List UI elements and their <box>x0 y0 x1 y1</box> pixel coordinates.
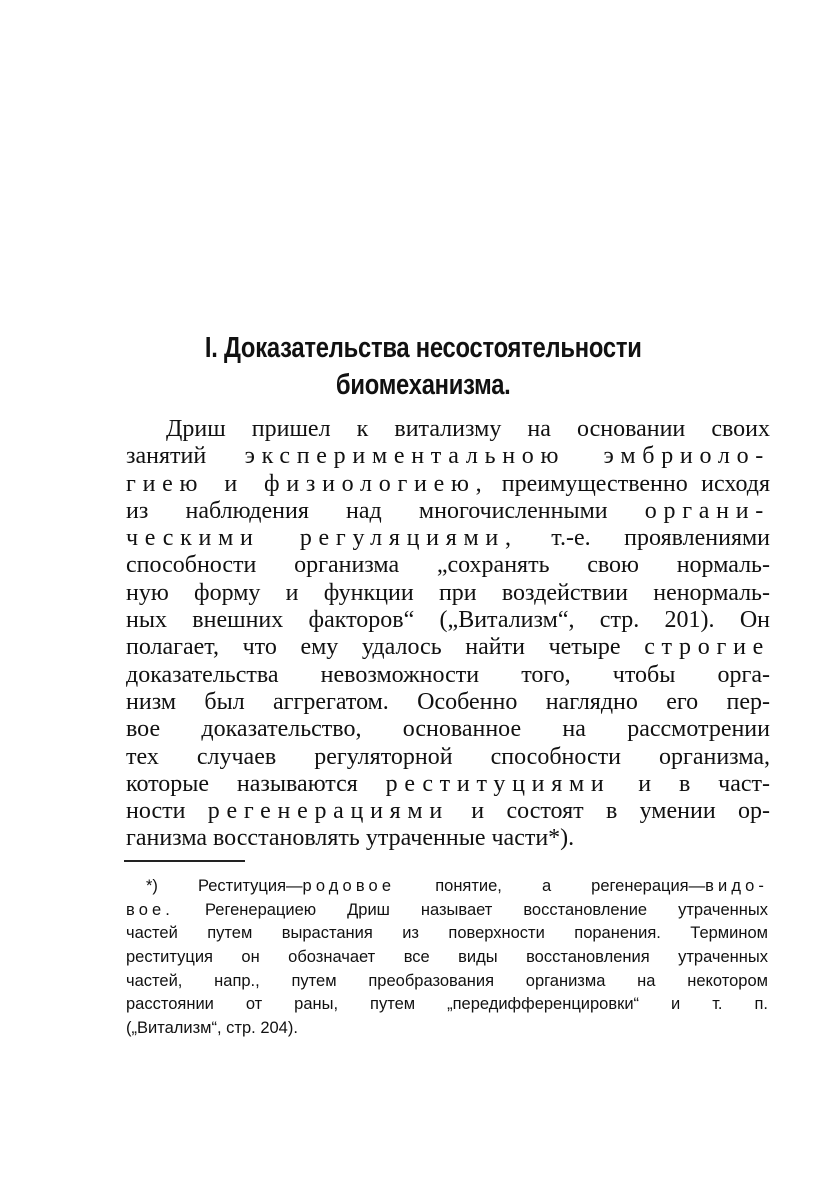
chapter-heading <box>79 330 768 404</box>
body-line: тех случаев регуляторной способности организма, <box>126 743 770 770</box>
footnote-line: реституция он обозначает все виды восстановления утраченных <box>126 948 768 967</box>
footnote-line: расстоянии от раны, путем „передифференцировки“ и т. п. <box>126 995 768 1014</box>
body-line: способности организма „сохранять свою нормаль- <box>126 552 770 579</box>
body-line: занятий экспериментальною эмбриоло- <box>126 443 771 470</box>
chapter-heading-line-1: I. Доказательства несостоятельности <box>204 332 642 364</box>
footnote-divider <box>124 860 245 862</box>
body-line: вое доказательство, основанное на рассмотрении <box>126 716 770 743</box>
body-line: низм был аггрегатом. Особенно наглядно его пер- <box>126 688 770 715</box>
body-line: которые называются реституциями и в част- <box>126 770 770 797</box>
footnote-line: частей путем вырастания из поверхности поранения. Термином <box>126 924 768 943</box>
footnote-line: вое. Регенерациею Дриш называет восстановление утраченных <box>126 900 768 919</box>
footnote <box>126 875 768 1041</box>
body-line: доказательства невозможности того, чтобы орга- <box>126 661 770 688</box>
body-paragraph <box>126 416 770 853</box>
body-line: полагает, что ему удалось найти четыре строгие <box>126 634 771 661</box>
body-line: гиею и физиологиею, преимущественно исходя <box>126 470 770 497</box>
body-line: ных внешних факторов“ („Витализм“, стр. 201). Он <box>126 607 770 634</box>
footnote-line: *) Реституция—родовое понятие, а регенерация—видо- <box>146 877 768 895</box>
body-line: ческими регуляциями, т.-е. проявлениями <box>126 525 771 552</box>
body-line: ганизма восстановлять утраченные части*). <box>126 825 575 852</box>
body-line: ности регенерациями и состоят в умении ор- <box>126 798 771 825</box>
body-line: из наблюдения над многочисленными органи- <box>126 497 770 524</box>
footnote-line: („Витализм“, стр. 204). <box>126 1019 298 1038</box>
body-line: Дриш пришел к витализму на основании своих <box>166 416 770 442</box>
body-line: ную форму и функции при воздействии ненормаль- <box>126 579 770 606</box>
chapter-heading-line-2: биомеханизма. <box>335 369 511 401</box>
footnote-line: частей, напр., путем преобразования организма на некотором <box>126 971 768 990</box>
